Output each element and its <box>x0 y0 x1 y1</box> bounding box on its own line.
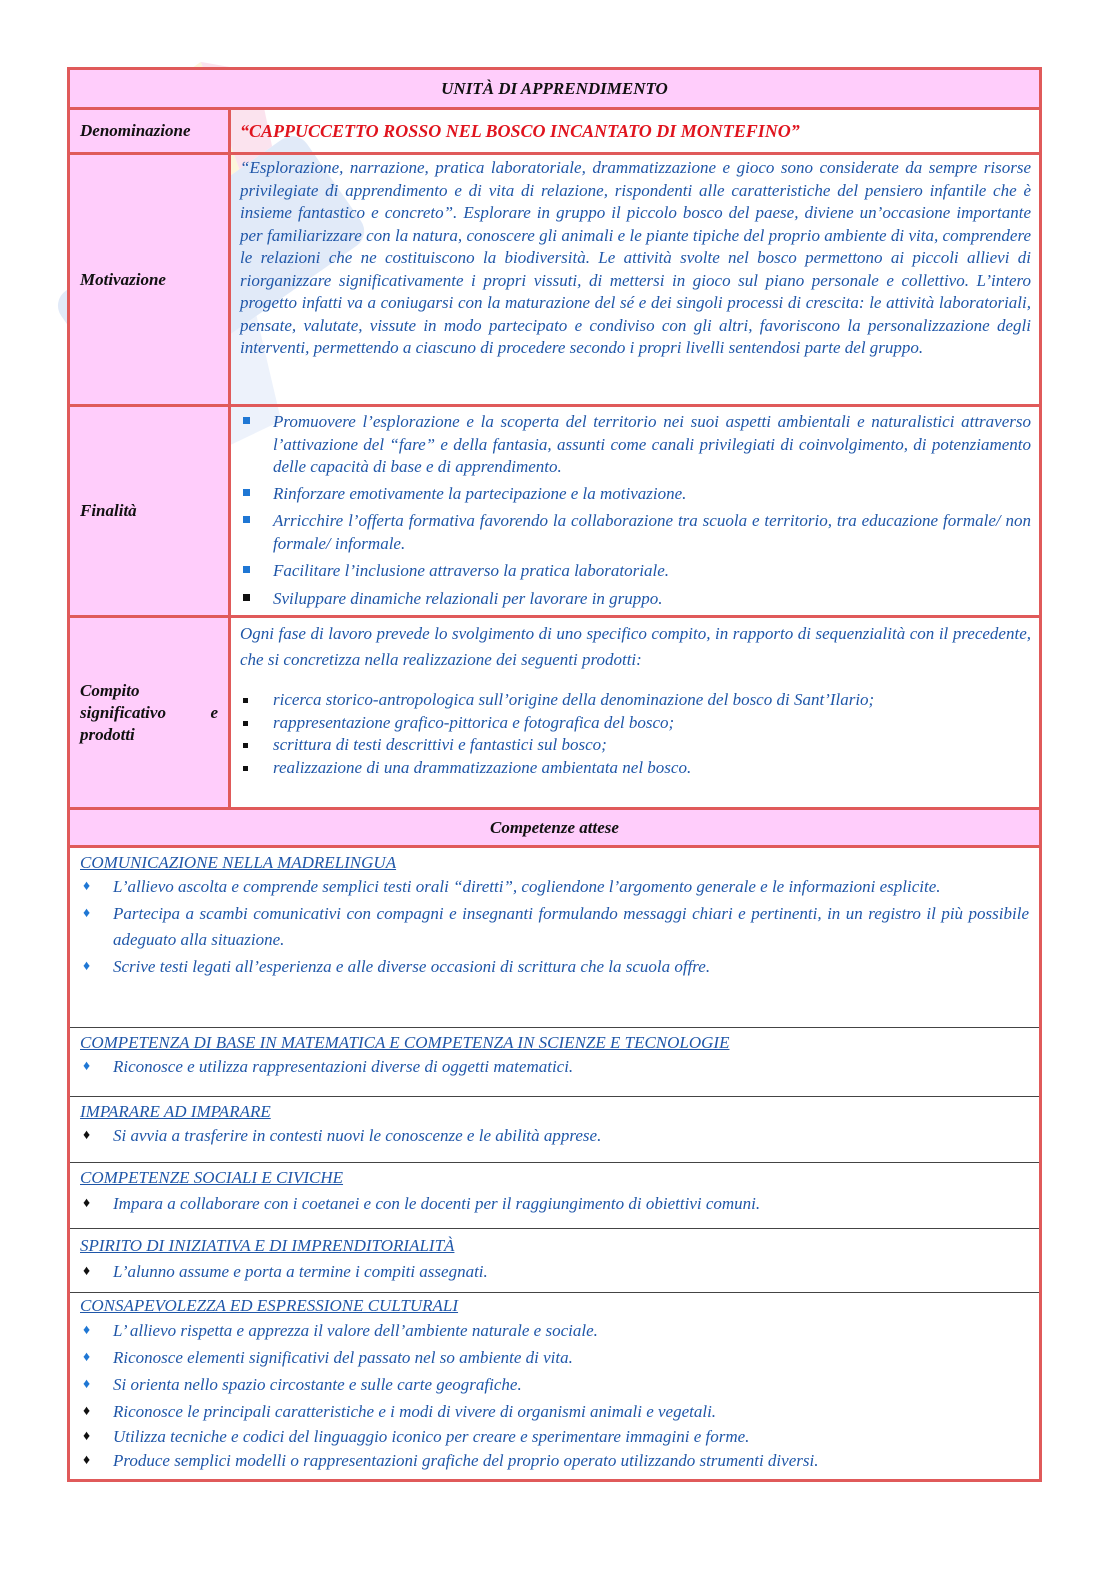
list-item: ♦ Si orienta nello spazio circostante e sulle carte geografiche. <box>80 1371 1029 1398</box>
competence-section <box>70 1293 1039 1479</box>
competence-title: COMUNICAZIONE NELLA MADRELINGUA <box>80 853 397 872</box>
compito-intro: Ogni fase di lavoro prevede lo svolgimento di uno specifico compito, in rapporto di sequenzialità con il precedente, che si concretizza nella realizzazione dei seguenti prodotti: <box>240 624 1031 669</box>
list-item: ♦ L’ allievo rispetta e apprezza il valore dell’ambiente naturale e sociale. <box>80 1317 1029 1344</box>
list-item: ♦ L’allievo ascolta e comprende semplici testi orali “diretti”, cogliendone l’argomento generale e le informazioni esplicite. <box>80 874 1029 901</box>
competenze-header: Competenze attese <box>70 810 1039 845</box>
list-item: ♦ Produce semplici modelli o rappresentazioni grafiche del proprio operato utilizzando strumenti diversi. <box>80 1449 1029 1473</box>
diamond-bullet-icon: ♦ <box>83 958 91 974</box>
competence-title: SPIRITO DI INIZIATIVA E DI IMPRENDITORIALITÀ <box>80 1236 455 1255</box>
list-item: ♦ Impara a collaborare con i coetanei e con le docenti per il raggiungimento di obiettivi comuni. <box>80 1189 1029 1218</box>
competence-title: COMPETENZA DI BASE IN MATEMATICA E COMPETENZA IN SCIENZE E TECNOLOGIE <box>80 1033 730 1052</box>
small-square-bullet-icon <box>243 743 248 748</box>
list-item: Sviluppare dinamiche relazionali per lavorare in gruppo. <box>240 588 1031 611</box>
unit-header: UNITÀ DI APPRENDIMENTO <box>70 70 1039 107</box>
competenze-body <box>70 848 1039 1479</box>
list-item: Facilitare l’inclusione attraverso la pratica laboratoriale. <box>240 560 1031 583</box>
diamond-bullet-icon: ♦ <box>83 1059 91 1074</box>
compito-label: Compito significativo e prodotti <box>70 618 231 807</box>
list-item: ♦ L’alunno assume e porta a termine i compiti assegnati. <box>80 1257 1029 1286</box>
competenze-header-row <box>70 810 1039 848</box>
learning-unit-table <box>67 67 1042 1482</box>
motivazione-row <box>70 155 1039 407</box>
compito-content <box>231 618 1039 807</box>
list-item: realizzazione di una drammatizzazione ambientata nel bosco. <box>240 757 1031 780</box>
denominazione-row <box>70 110 1039 155</box>
diamond-bullet-icon: ♦ <box>83 1196 91 1211</box>
competence-section <box>70 1028 1039 1097</box>
square-bullet-icon <box>243 566 250 573</box>
list-item: Rinforzare emotivamente la partecipazione e la motivazione. <box>240 483 1031 506</box>
small-square-bullet-icon <box>243 766 248 771</box>
list-item: ♦ Scrive testi legati all’esperienza e alle diverse occasioni di scrittura che la scuola offre. <box>80 954 1029 981</box>
finalita-content <box>231 407 1039 615</box>
competence-section <box>70 1097 1039 1163</box>
finalita-row <box>70 407 1039 618</box>
diamond-bullet-icon: ♦ <box>83 1350 91 1365</box>
list-item: ♦ Riconosce elementi significativi del passato nel so ambiente di vita. <box>80 1344 1029 1371</box>
compito-list <box>240 689 1031 779</box>
competence-title: IMPARARE AD IMPARARE <box>80 1102 271 1121</box>
diamond-bullet-icon: ♦ <box>83 905 91 921</box>
project-title: “CAPPUCCETTO ROSSO NEL BOSCO INCANTATO DI MONTEFINO” <box>240 120 800 141</box>
motivazione-label: Motivazione <box>70 155 231 404</box>
finalita-label: Finalità <box>70 407 231 615</box>
diamond-bullet-icon: ♦ <box>83 1323 91 1338</box>
list-item: Arricchire l’offerta formativa favorendo la collaborazione tra scuola e territorio, tra educazione formale/ non formale/ informale. <box>240 510 1031 555</box>
list-item: ♦ Si avvia a trasferire in contesti nuovi le conoscenze e le abilità apprese. <box>80 1123 1029 1149</box>
finalita-list <box>240 411 1031 610</box>
list-item: ♦ Riconosce e utilizza rappresentazioni diverse di oggetti matematici. <box>80 1054 1029 1080</box>
list-item: ♦ Partecipa a scambi comunicativi con compagni e insegnanti formulando messaggi chiari e pertinenti, in un registro il più possibile adeguato alla situazione. <box>80 901 1029 954</box>
diamond-bullet-icon: ♦ <box>83 1429 91 1444</box>
list-item: scrittura di testi descrittivi e fantastici sul bosco; <box>240 734 1031 757</box>
small-square-bullet-icon <box>243 698 248 703</box>
square-bullet-icon <box>243 489 250 496</box>
list-item: rappresentazione grafico-pittorica e fotografica del bosco; <box>240 712 1031 735</box>
competence-section <box>70 1229 1039 1293</box>
diamond-bullet-icon: ♦ <box>83 1128 91 1143</box>
square-bullet-icon <box>243 516 250 523</box>
list-item: ricerca storico-antropologica sull’origine della denominazione del bosco di Sant’Ilario; <box>240 689 1031 712</box>
competence-title: CONSAPEVOLEZZA ED ESPRESSIONE CULTURALI <box>80 1296 459 1315</box>
unit-header-row <box>70 70 1039 110</box>
competence-section <box>70 848 1039 1028</box>
competence-title: COMPETENZE SOCIALI E CIVICHE <box>80 1168 344 1187</box>
square-bullet-icon <box>243 594 250 601</box>
list-item: ♦ Utilizza tecniche e codici del linguaggio iconico per creare e sperimentare immagini e forme. <box>80 1425 1029 1449</box>
square-bullet-icon <box>243 417 250 424</box>
small-square-bullet-icon <box>243 721 248 726</box>
diamond-bullet-icon: ♦ <box>83 1377 91 1392</box>
compito-row <box>70 618 1039 810</box>
diamond-bullet-icon: ♦ <box>83 1264 91 1279</box>
list-item: ♦ Riconosce le principali caratteristiche e i modi di vivere di organismi animali e vegetali. <box>80 1398 1029 1425</box>
denominazione-label: Denominazione <box>70 110 231 152</box>
diamond-bullet-icon: ♦ <box>83 879 91 894</box>
diamond-bullet-icon: ♦ <box>83 1453 91 1468</box>
motivazione-text: “Esplorazione, narrazione, pratica laboratoriale, drammatizzazione e gioco sono considerate da sempre risorse privilegiate di apprendimento e di vita di relazione, rispondenti alle caratteristiche del pensiero infantile che è insieme fantastico e concreto”. Esplorare in gruppo il piccolo bosco del paese, diviene un’occasione importante per familiarizzare con la natura, conoscere gli animali e le piante tipiche del proprio ambiente di vita, comprendere le relazioni che ne costituiscono la biodiversità. Le attività svolte nel bosco permettono ai piccoli allievi di riorganizzare significativamente i propri vissuti, di mettersi in gioco sul piano personale e collettivo. L’intero progetto infatti va a coniugarsi con la maturazione del sé e dei singoli processi di crescita: le attività laboratoriali, pensate, valutate, vissute in modo partecipato e condiviso con gli altri, favoriscono la personalizzazione degli interventi, permettendo a ciascuno di procedere secondo i propri livelli sentendosi parte del gruppo. <box>240 158 1031 357</box>
diamond-bullet-icon: ♦ <box>83 1404 91 1419</box>
list-item: Promuovere l’esplorazione e la scoperta del territorio nei suoi aspetti ambientali e naturalistici attraverso l’attivazione del “fare” e della fantasia, assunti come canali privilegiati di coinvolgimento, di potenziamento delle capacità di base e di apprendimento. <box>240 411 1031 479</box>
competence-section <box>70 1163 1039 1229</box>
